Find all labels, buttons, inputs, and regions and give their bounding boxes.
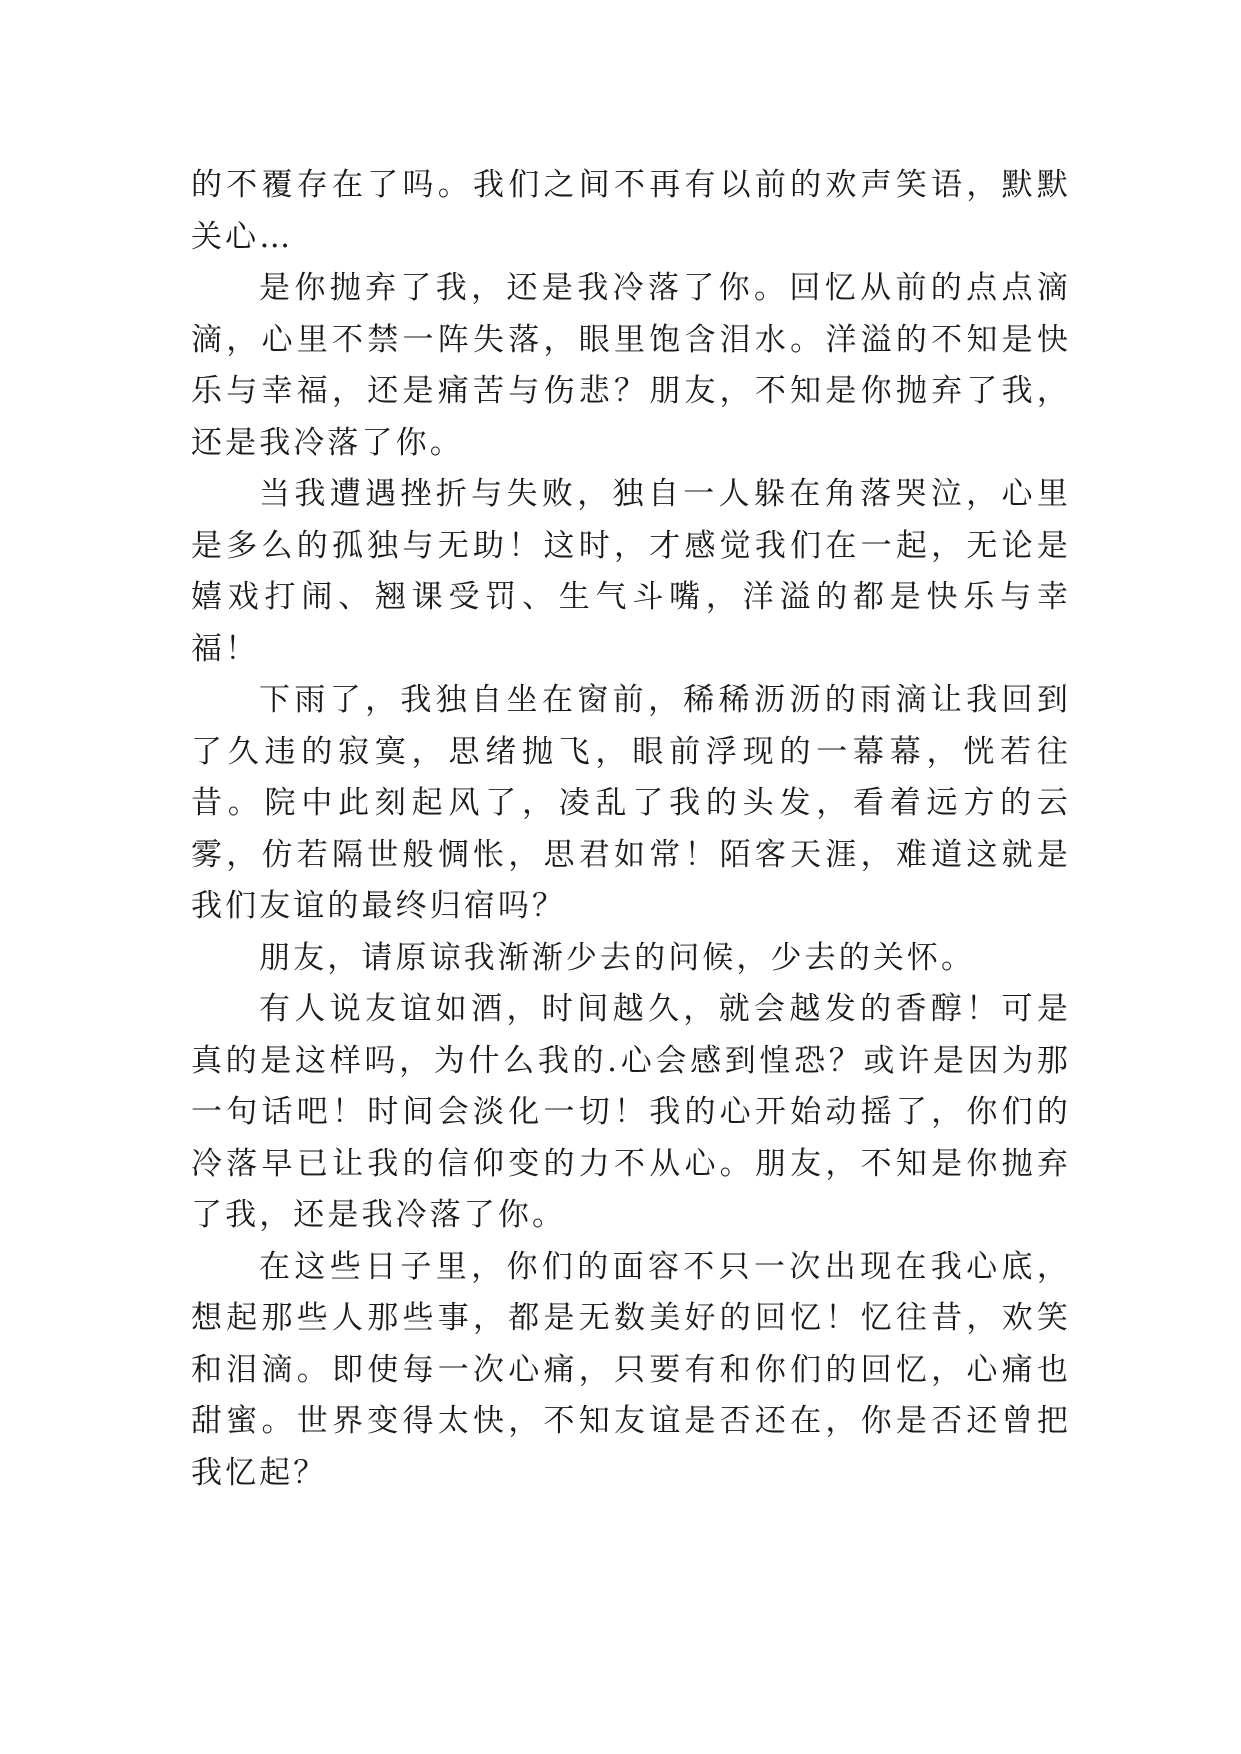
- paragraph-4: 下雨了，我独自坐在窗前，稀稀沥沥的雨滴让我回到了久违的寂寞，思绪抛飞，眼前浮现的一幕幕，恍若往昔。院中此刻起风了，凌乱了我的头发，看着远方的云雾，仿若隔世般惆怅，思君如常！陌客天涯，难道这就是我们友谊的最终归宿吗？: [191, 682, 1071, 924]
- body-text: [191, 160, 1071, 1499]
- paragraph-6: 有人说友谊如酒，时间越久，就会越发的香醇！可是真的是这样吗，为什么我的.心会感到惶恐？或许是因为那一句话吧！时间会淡化一切！我的心开始动摇了，你们的冷落早已让我的信仰变的力不从心。朋友，不知是你抛弃了我，还是我冷落了你。: [191, 991, 1071, 1233]
- paragraph-3: 当我遭遇挫折与失败，独自一人躲在角落哭泣，心里是多么的孤独与无助！这时，才感觉我们在一起，无论是嬉戏打闹、翘课受罚、生气斗嘴，洋溢的都是快乐与幸福！: [191, 476, 1071, 667]
- paragraph-5: 朋友，请原谅我渐渐少去的问候，少去的关怀。: [259, 939, 976, 976]
- paragraph-1: 的不覆存在了吗。我们之间不再有以前的欢声笑语，默默关心…: [191, 167, 1071, 255]
- paragraph-2: 是你抛弃了我，还是我冷落了你。回忆从前的点点滴滴，心里不禁一阵失落，眼里饱含泪水。洋溢的不知是快乐与幸福，还是痛苦与伤悲？朋友，不知是你抛弃了我，还是我冷落了你。: [191, 270, 1071, 461]
- paragraph-7: 在这些日子里，你们的面容不只一次出现在我心底，想起那些人那些事，都是无数美好的回忆！忆往昔，欢笑和泪滴。即使每一次心痛，只要有和你们的回忆，心痛也甜蜜。世界变得太快，不知友谊是否还在，你是否还曾把我忆起？: [191, 1248, 1071, 1491]
